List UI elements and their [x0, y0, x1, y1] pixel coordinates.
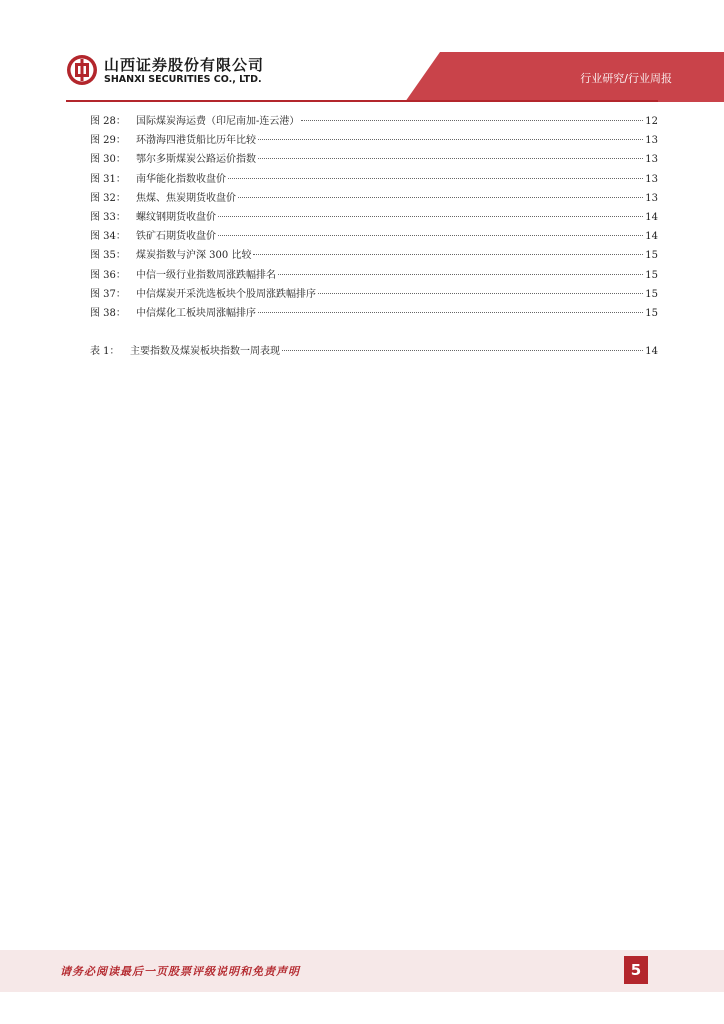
figure-list — [90, 112, 658, 323]
toc-label: 图 37： — [90, 288, 126, 300]
toc-title: 中信煤化工板块周涨幅排序 — [136, 307, 256, 319]
toc-row-figure-29[interactable] — [90, 131, 658, 150]
toc-page: 14 — [645, 346, 658, 357]
page-number: 5 — [624, 956, 648, 984]
toc-row-figure-36[interactable] — [90, 266, 658, 285]
toc-title: 环渤海四港货船比历年比较 — [136, 135, 256, 147]
toc-leader — [258, 158, 643, 159]
toc-row-figure-37[interactable] — [90, 285, 658, 304]
toc-title: 中信一级行业指数周涨跌幅排名 — [136, 269, 276, 281]
toc-title: 焦煤、焦炭期货收盘价 — [136, 192, 236, 204]
toc-row-table-1[interactable] — [90, 342, 658, 361]
toc-label: 表 1： — [90, 346, 120, 357]
toc-page: 13 — [645, 192, 658, 204]
toc-title: 螺纹钢期货收盘价 — [136, 211, 216, 223]
toc-leader — [238, 197, 643, 198]
report-category: 行业研究/行业周报 — [580, 72, 672, 85]
toc-leader — [258, 312, 643, 313]
disclaimer-notice: 请务必阅读最后一页股票评级说明和免责声明 — [60, 965, 300, 978]
toc-page: 14 — [645, 211, 658, 223]
toc-page: 15 — [645, 269, 658, 281]
toc-leader — [318, 293, 643, 294]
toc-title: 煤炭指数与沪深 300 比较 — [136, 250, 252, 262]
toc-leader — [258, 139, 643, 140]
toc-row-figure-28[interactable] — [90, 112, 658, 131]
toc-page: 15 — [645, 288, 658, 300]
toc-title: 主要指数及煤炭板块指数一周表现 — [130, 346, 280, 357]
toc-label: 图 29： — [90, 135, 126, 147]
toc-row-figure-33[interactable] — [90, 208, 658, 227]
toc-title: 中信煤炭开采洗选板块个股周涨跌幅排序 — [136, 288, 316, 300]
header-rule — [66, 100, 658, 102]
company-name-en: SHANXI SECURITIES CO., LTD. — [104, 74, 262, 85]
toc-label: 图 32： — [90, 192, 126, 204]
toc-label: 图 30： — [90, 154, 126, 166]
toc-leader — [301, 120, 643, 121]
toc-page: 13 — [645, 135, 658, 147]
toc-row-figure-34[interactable] — [90, 227, 658, 246]
toc-page: 14 — [645, 231, 658, 243]
toc-label: 图 33： — [90, 211, 126, 223]
toc-page: 12 — [645, 116, 658, 127]
toc-title: 国际煤炭海运费（印尼南加-连云港） — [136, 116, 300, 127]
toc-label: 图 34： — [90, 231, 126, 243]
toc-leader — [278, 274, 643, 275]
toc-title: 南华能化指数收盘价 — [136, 173, 226, 185]
toc-leader — [253, 254, 643, 255]
toc-row-figure-32[interactable] — [90, 189, 658, 208]
toc-title: 鄂尔多斯煤炭公路运价指数 — [136, 154, 256, 166]
page-header — [0, 0, 724, 102]
table-list — [90, 342, 658, 361]
toc-leader — [218, 235, 643, 236]
toc-label: 图 36： — [90, 269, 126, 281]
toc-label: 图 35： — [90, 250, 126, 262]
toc-row-figure-30[interactable] — [90, 150, 658, 169]
toc-leader — [282, 350, 643, 351]
toc-leader — [228, 178, 643, 179]
toc-page: 13 — [645, 154, 658, 166]
toc-row-figure-35[interactable] — [90, 246, 658, 265]
toc-label: 图 38： — [90, 307, 126, 319]
toc-row-figure-38[interactable] — [90, 304, 658, 323]
toc-page: 15 — [645, 307, 658, 319]
toc-label: 图 28： — [90, 116, 126, 127]
toc-label: 图 31： — [90, 173, 126, 185]
toc-page: 13 — [645, 173, 658, 185]
company-name-cn: 山西证券股份有限公司 — [104, 56, 265, 74]
toc-title: 铁矿石期货收盘价 — [136, 231, 216, 243]
toc-row-figure-31[interactable] — [90, 170, 658, 189]
toc-page: 15 — [645, 250, 658, 262]
toc-leader — [218, 216, 643, 217]
